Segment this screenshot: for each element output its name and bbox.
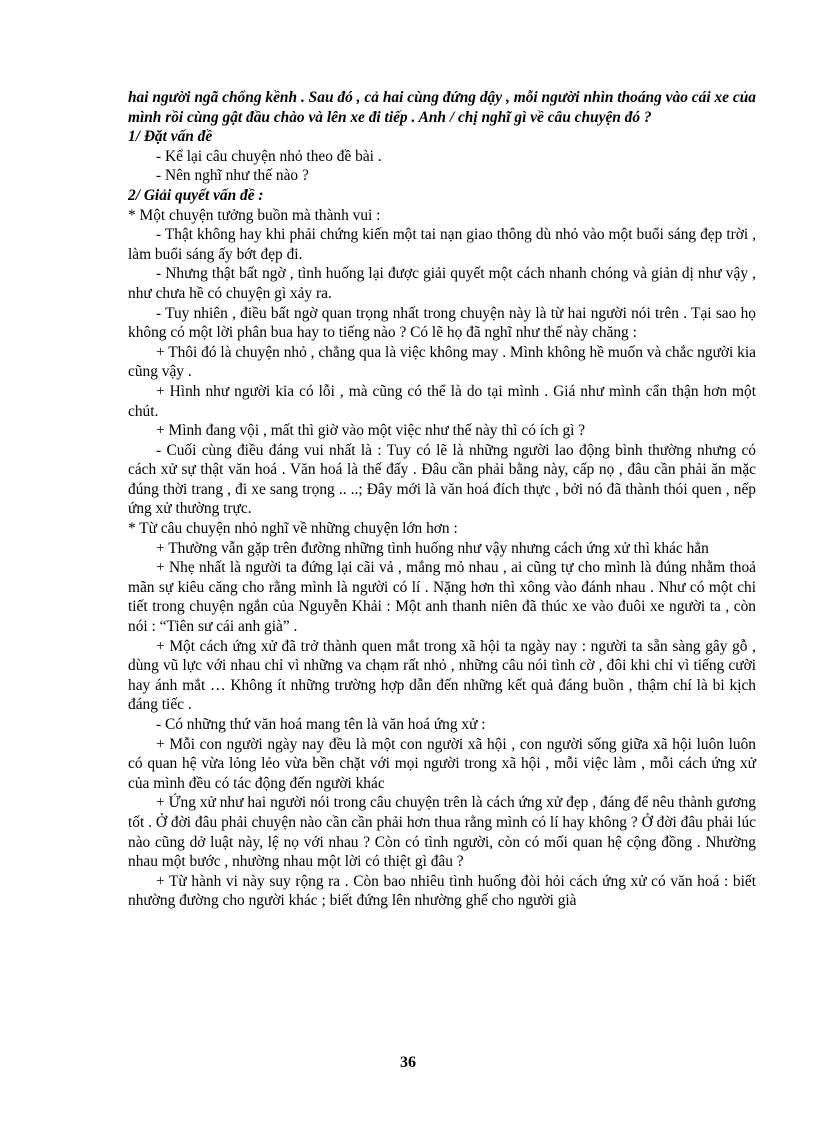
- paragraph: - Nhưng thật bất ngờ , tình huống lại được giải quyết một cách nhanh chóng và giản dị như vậy , như chưa hề có chuyện gì xảy ra.: [128, 265, 756, 302]
- paragraph: - Kể lại câu chuyện nhỏ theo đề bài .: [156, 147, 382, 165]
- paragraph: - Có những thứ văn hoá mang tên là văn hoá ứng xử :: [156, 716, 486, 733]
- paragraph: + Ứng xử như hai người nói trong câu chuyện trên là cách ứng xử đẹp , đáng để nêu thành gương tốt . Ở đời đâu phải chuyện nào cần cần phải hơn thua rằng mình có lí hay không ? Ở đời đâu phải lúc nào cũng dở luật này, lệ nọ với nhau ? Còn có tình người, còn có mối quan hệ cộng đồng . Nhường nhau một bước , nhường nhau một lời có thiệt gì đâu ?: [128, 794, 756, 871]
- paragraph: + Nhẹ nhất là người ta đứng lại cãi vả , mắng mỏ nhau , ai cũng tự cho mình là đúng nhằm thoả mãn sự kiêu căng cho rằng mình là người có lí . Nặng hơn thì xông vào đánh nhau . Như có một chi tiết trong chuyện ngắn của Nguyễn Khải : Một anh thanh niên đã thúc xe vào đuôi xe người ta , còn nói : “Tiên sư cái anh già” .: [128, 559, 756, 636]
- paragraph: + Mỗi con người ngày nay đều là một con người xã hội , con người sống giữa xã hội luôn luôn có quan hệ vừa lỏng lẻo vừa bền chặt với mọi người trong xã hội , mỗi việc làm , mỗi cách ứng xử của mình đều có tác động đến người khác: [128, 735, 756, 792]
- paragraph: - Nên nghĩ như thế nào ?: [156, 167, 309, 185]
- paragraph: + Từ hành vi này suy rộng ra . Còn bao nhiêu tình huống đòi hỏi cách ứng xử có văn hoá : biết nhường đường cho người khác ; biết đứng lên nhường ghế cho người già: [128, 872, 756, 910]
- paragraph: + Thường vẫn gặp trên đường những tình huống như vậy nhưng cách ứng xử thì khác hẳn: [156, 539, 709, 557]
- body-text: [128, 88, 756, 911]
- paragraph: + Hình như người kia có lỗi , mà cũng có thể là do tại mình . Giá như mình cẩn thận hơn một chút.: [128, 382, 756, 420]
- paragraph: + Một cách ứng xử đã trở thành quen mắt trong xã hội ta ngày nay : người ta sẵn sàng gây gỗ , dùng vũ lực với nhau chỉ vì những va chạm rất nhỏ , những câu nói tình cờ , đôi khi chỉ vì tiếng cười hay ánh mắt … Không ít những trường hợp dẫn đến những kết quả đáng buồn , thậm chí là bi kịch đáng tiếc .: [128, 637, 756, 714]
- paragraph: + Thôi đó là chuyện nhỏ , chẳng qua là việc không may . Mình không hề muốn và chắc người kia cũng vậy .: [128, 343, 756, 381]
- question-continuation: hai người ngã chổng kềnh . Sau đó , cả hai cùng đứng dậy , mỗi người nhìn thoáng vào cái xe của mình rồi cùng gật đầu chào và lên xe đi tiếp . Anh / chị nghĩ gì về câu chuyện đó ?: [128, 89, 756, 126]
- heading-solution: 2/ Giải quyết vấn đề :: [128, 186, 264, 204]
- paragraph: * Từ câu chuyện nhỏ nghĩ về những chuyện lớn hơn :: [128, 520, 458, 538]
- paragraph: - Cuối cùng điều đáng vui nhất là : Tuy có lẽ là những người lao động bình thường nhưng có cách xử sự thật văn hoá . Văn hoá là thế đấy . Đâu cần phải bằng này, cấp nọ , đâu cần phải ăn mặc đúng thời trang , đi xe sang trọng .. ..; Đây mới là văn hoá đích thực , bởi nó đã thành thói quen , nếp ứng xử thường trực.: [128, 441, 756, 518]
- paragraph: - Thật không hay khi phải chứng kiến một tai nạn giao thông dù nhỏ vào một buổi sáng đẹp trời , làm buổi sáng ấy bớt đẹp đi.: [128, 226, 756, 263]
- paragraph: - Tuy nhiên , điều bất ngờ quan trọng nhất trong chuyện này là từ hai người nói trên . Tại sao họ không có một lời phân bua hay to tiếng nào ? Có lẽ họ đã nghĩ như thế này chăng :: [128, 304, 756, 342]
- page-number: 36: [400, 1054, 416, 1071]
- paragraph: * Một chuyện tưởng buồn mà thành vui :: [128, 206, 381, 224]
- paragraph: + Mình đang vội , mất thì giờ vào một việc như thế này thì có ích gì ?: [156, 422, 586, 440]
- heading-introduction: 1/ Đặt vấn đề: [128, 128, 213, 146]
